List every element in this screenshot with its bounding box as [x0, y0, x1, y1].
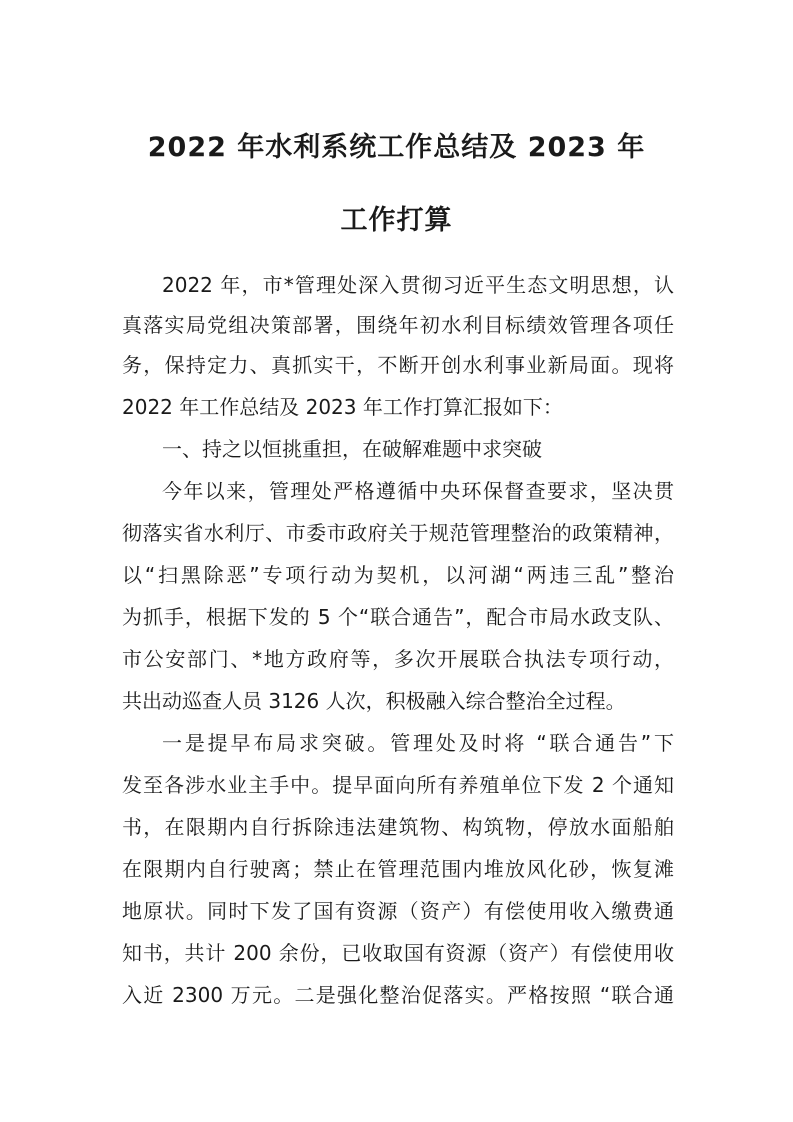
- document-title-line-1: 2022 年水利系统工作总结及 2023 年: [147, 132, 646, 163]
- body-line: 市公安部门、*地方政府等，多次开展联合执法专项行动，: [122, 647, 674, 671]
- body-line: 真落实局党组决策部署，围绕年初水利目标绩效管理各项任: [122, 313, 674, 337]
- body-line: 共出动巡查人员 3126 人次，积极融入综合整治全过程。: [122, 689, 626, 713]
- body-line: 以“扫黑除恶”专项行动为契机，以河湖“两违三乱”整治: [122, 563, 674, 587]
- body-line: 今年以来，管理处严格遵循中央环保督查要求，坚决贯: [162, 479, 674, 503]
- body-line: 务，保持定力、真抓实干，不断开创水利事业新局面。现将: [122, 353, 674, 377]
- body-line: 一是提早布局求突破。管理处及时将 “联合通告”下: [162, 731, 674, 755]
- body-line: 在限期内自行驶离；禁止在管理范围内堆放风化砂，恢复滩: [122, 857, 674, 881]
- body-line: 入近 2300 万元。二是强化整治促落实。严格按照 “联合通: [122, 983, 674, 1007]
- body-line: 发至各涉水业主手中。提早面向所有养殖单位下发 2 个通知: [122, 773, 674, 797]
- body-line: 知书，共计 200 余份，已收取国有资源（资产）有偿使用收: [122, 941, 674, 965]
- section-heading: 一、持之以恒挑重担，在破解难题中求突破: [162, 437, 542, 461]
- document-title-line-2: 工作打算: [340, 205, 453, 236]
- body-line: 为抓手，根据下发的 5 个“联合通告”，配合市局水政支队、: [122, 605, 674, 629]
- body-line: 2022 年，市*管理处深入贯彻习近平生态文明思想，认: [162, 273, 674, 297]
- body-line: 书，在限期内自行拆除违法建筑物、构筑物，停放水面船舶: [122, 815, 674, 839]
- body-line: 彻落实省水利厅、市委市政府关于规范管理整治的政策精神，: [122, 521, 674, 545]
- body-line: 地原状。同时下发了国有资源（资产）有偿使用收入缴费通: [122, 899, 674, 923]
- body-line: 2022 年工作总结及 2023 年工作打算汇报如下：: [122, 395, 563, 419]
